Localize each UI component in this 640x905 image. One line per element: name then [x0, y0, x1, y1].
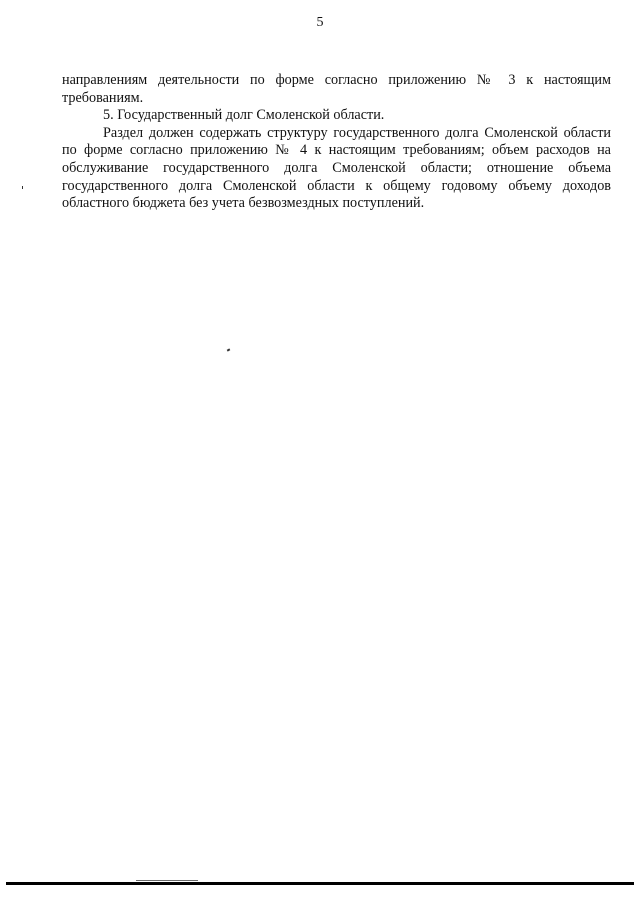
scan-edge-mark — [136, 880, 198, 881]
paragraph-section-content: Раздел должен содержать структуру государственного долга Смоленской области по форме согласно приложению № 4 к настоящим требованиям; объем расходов на обслуживание государственного долга Смоленской области; отношение объема государственного долга Смоленской области к общему годовому объему доходов областного бюджета без учета безвозмездных поступлений. — [62, 124, 611, 212]
scan-speck — [227, 348, 231, 351]
paragraph-continuation: направлениям деятельности по форме согласно приложению № 3 к настоящим требованиям. — [62, 72, 611, 106]
section-heading: 5. Государственный долг Смоленской области. — [103, 107, 385, 124]
document-body — [62, 72, 611, 213]
page-number: 5 — [316, 15, 324, 30]
scan-speck — [22, 186, 23, 189]
page-bottom-rule — [6, 882, 634, 885]
